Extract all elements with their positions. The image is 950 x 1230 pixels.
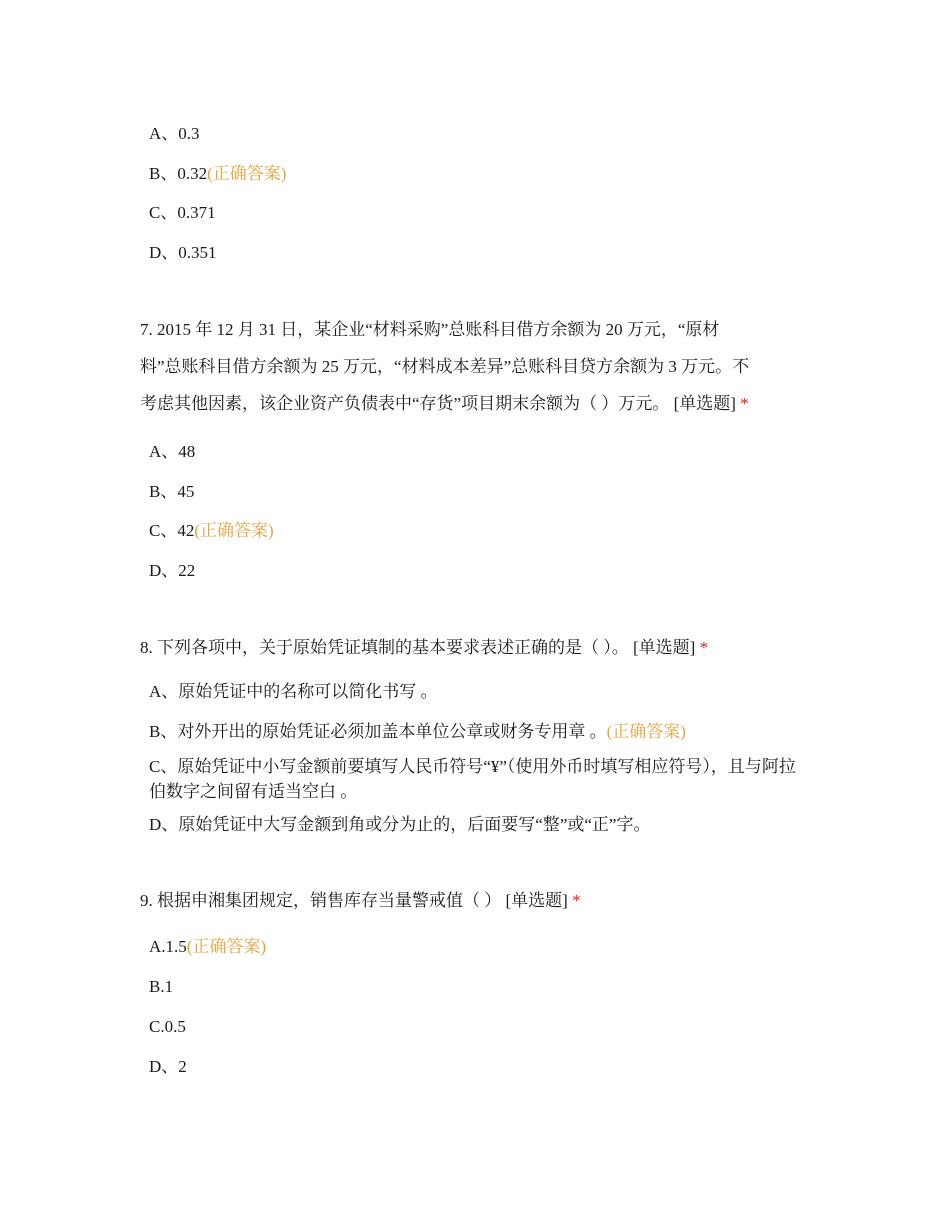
q7-option-a <box>149 440 195 464</box>
q9-option-d <box>149 1055 187 1079</box>
q8-option-c <box>149 754 809 804</box>
option-text: B.1 <box>149 977 174 996</box>
q6-option-a <box>149 122 200 146</box>
option-text: B、45 <box>149 482 195 501</box>
option-text: A、0.3 <box>149 124 200 143</box>
option-text: C.0.5 <box>149 1017 186 1036</box>
question-7-line-3-text: 考虑其他因素，该企业资产负债表中“存货”项目期末余额为（ ）万元。 <box>140 394 670 413</box>
correct-answer-label: (正确答案) <box>194 521 274 540</box>
q6-option-b <box>149 162 286 186</box>
question-type: [单选题] <box>505 891 568 910</box>
q7-option-c <box>149 519 274 543</box>
correct-answer-label: (正确答案) <box>186 937 267 956</box>
q8-option-b <box>149 720 686 744</box>
option-text: C、0.371 <box>149 203 216 222</box>
option-text: A.1.5 <box>149 937 187 956</box>
q9-option-c <box>149 1015 186 1039</box>
question-type: [单选题] <box>633 638 696 657</box>
question-8-text: 8. 下列各项中，关于原始凭证填制的基本要求表述正确的是（ ）。 <box>140 638 629 657</box>
question-7-line-2: 料”总账科目借方余额为 25 万元，“材料成本差异”总账科目贷方余额为 3 万元。不 <box>140 357 750 376</box>
option-text: A、原始凭证中的名称可以简化书写 。 <box>149 682 438 701</box>
question-9-title <box>140 882 820 919</box>
q7-option-b <box>149 480 194 504</box>
option-text: B、0.32 <box>149 164 208 183</box>
q9-option-b <box>149 975 173 999</box>
option-text: D、2 <box>149 1057 187 1076</box>
option-text: C、42 <box>149 521 195 540</box>
required-mark: * <box>572 891 581 910</box>
question-type: [单选题] <box>673 394 736 413</box>
option-text: D、0.351 <box>149 243 217 262</box>
q6-option-c <box>149 201 216 225</box>
question-8-title <box>140 629 820 666</box>
correct-answer-label: (正确答案) <box>207 164 287 183</box>
q6-option-d <box>149 241 217 265</box>
q8-option-d <box>149 813 650 837</box>
question-7-line-3 <box>140 385 820 422</box>
q7-option-d <box>149 559 195 583</box>
q8-option-a <box>149 680 438 704</box>
correct-answer-label: (正确答案) <box>606 722 686 741</box>
question-9-text: 9. 根据申湘集团规定，销售库存当量警戒值（ ） <box>140 891 502 910</box>
option-text: A、48 <box>149 442 196 461</box>
q9-option-a <box>149 935 266 959</box>
option-text: B、对外开出的原始凭证必须加盖本单位公章或财务专用章 。 <box>149 722 607 741</box>
question-7-title <box>140 311 820 422</box>
required-mark: * <box>699 638 709 657</box>
option-text: D、22 <box>149 561 196 580</box>
question-7-line-1: 7. 2015 年 12 月 31 日，某企业“材料采购”总账科目借方余额为 20 万元，“原材 <box>140 320 720 339</box>
required-mark: * <box>740 394 749 413</box>
option-text: D、原始凭证中大写金额到角或分为止的，后面要写“整”或“正”字。 <box>149 815 651 834</box>
option-text: C、原始凭证中小写金额前要填写人民币符号“¥”（使用外币时填写相应符号），且与阿拉伯数字之间留有适当空白 。 <box>149 757 796 801</box>
